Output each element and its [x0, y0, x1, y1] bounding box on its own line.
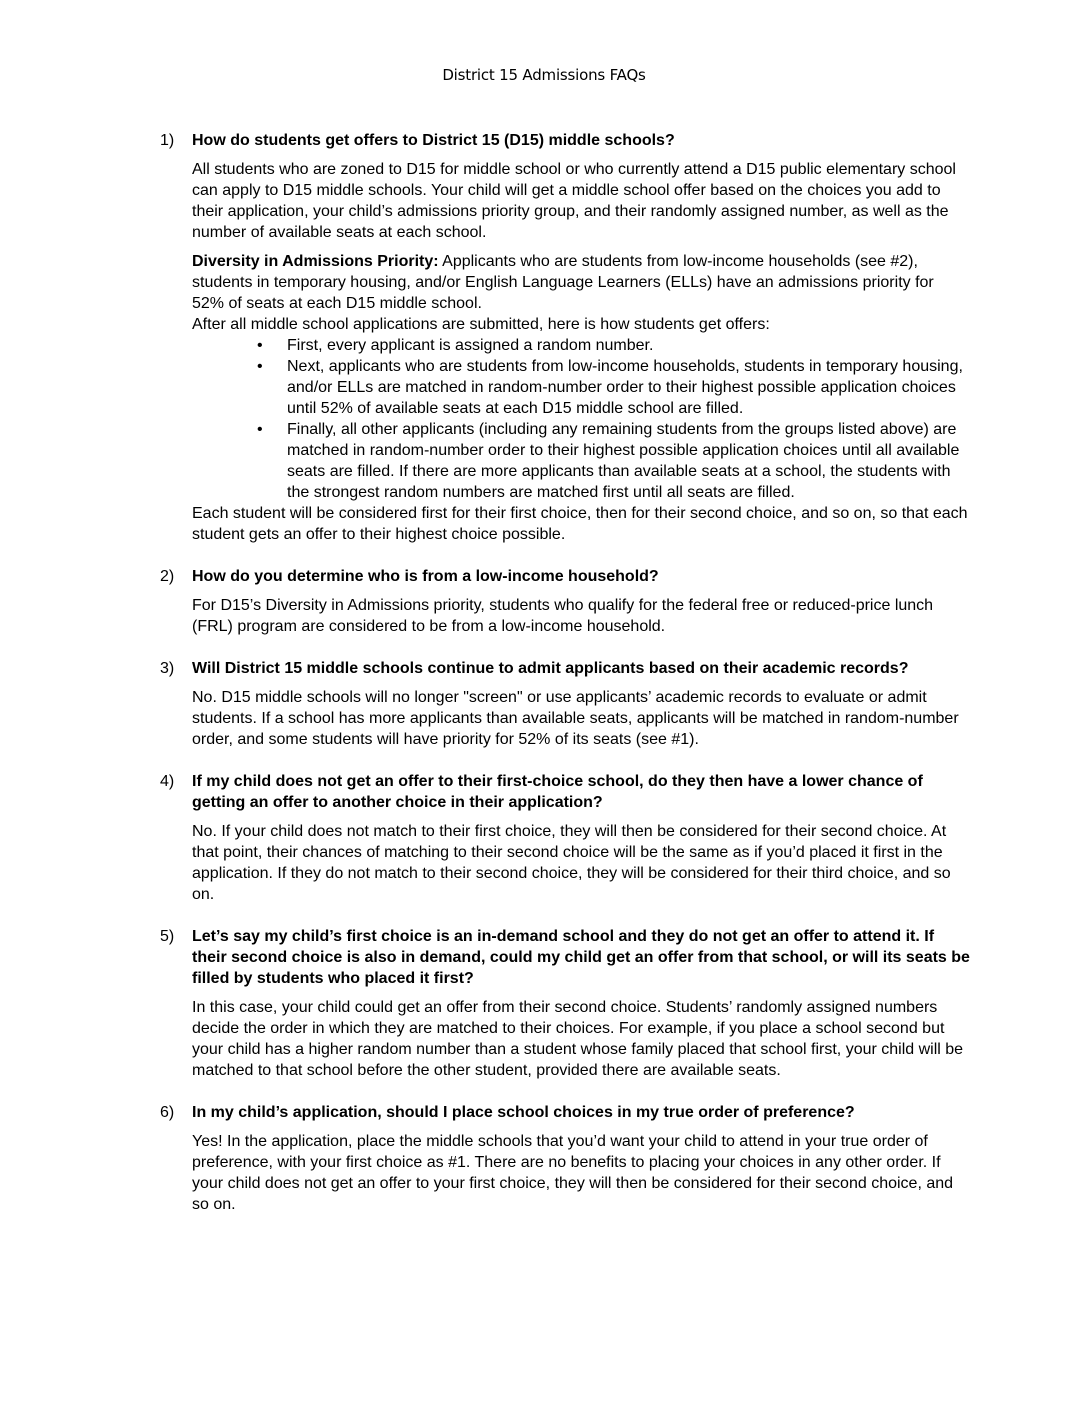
page-title: District 15 Admissions FAQs — [442, 66, 646, 84]
faq-question: Will District 15 middle schools continue to admit applicants based on their academic records? — [192, 660, 909, 677]
offer-steps-list — [192, 335, 970, 503]
faq-answer: Yes! In the application, place the middle schools that you’d want your child to attend in your true order of preference, with your first choice as #1. There are no benefits to placing your choices in any other order. If your child does not get an offer to your first choice, they will then be considered for their second choice, and so on. — [192, 1133, 954, 1213]
list-item-text: Finally, all other applicants (including any remaining students from the groups listed above) are matched in random-number order to their highest possible application choices until all available seats are filled. If there are more applicants than available seats at a school, the students with the strongest random numbers are matched first until all seats are filled. — [287, 421, 960, 501]
priority-paragraph — [192, 251, 970, 314]
faq-answer: In this case, your child could get an offer from their second choice. Students’ randomly assigned numbers decide the order in which they are matched to their choices. For example, if you place a school second but your child has a higher random number than a student whose family placed that school first, your child will be matched to that school before the other student, provided there are available seats. — [192, 999, 964, 1079]
list-item — [257, 419, 970, 503]
bullet-icon: • — [257, 337, 263, 354]
faq-list — [160, 130, 970, 1236]
faq-number: 2) — [160, 568, 175, 585]
list-item-text: Next, applicants who are students from low-income households, students in temporary housing, and/or ELLs are matched in random-number order to their highest possible application choices until 52% of available seats at each D15 middle school are filled. — [287, 358, 963, 417]
faq-number: 6) — [160, 1104, 175, 1121]
faq-number: 4) — [160, 773, 175, 790]
faq-item-3 — [160, 658, 970, 750]
priority-text: Applicants who are students from low-income households (see #2), students in temporary housing, and/or English Language Learners (ELLs) have an admissions priority for 52% of seats at each D15 middle school. — [192, 253, 934, 312]
faq-item-6 — [160, 1102, 970, 1215]
faq-item-4 — [160, 771, 970, 905]
faq-item-2 — [160, 566, 970, 637]
faq-answer: No. D15 middle schools will no longer "screen" or use applicants’ academic records to evaluate or admit students. If a school has more applicants than available seats, applicants will be matched in random-number order, and some students will have priority for 52% of its seats (see #1). — [192, 689, 959, 748]
faq-answer: No. If your child does not match to their first choice, they will then be considered for their second choice. At that point, their chances of matching to their second choice will be the same as if you’d placed it first in the application. If they do not match to their second choice, they will be considered for their third choice, and so on. — [192, 823, 951, 903]
faq-answer: For D15’s Diversity in Admissions priority, students who qualify for the federal free or reduced-price lunch (FRL) program are considered to be from a low-income household. — [192, 597, 934, 635]
faq-item-5 — [160, 926, 970, 1081]
faq-item-1 — [160, 130, 970, 545]
faq-number: 1) — [160, 132, 175, 149]
offers-intro: After all middle school applications are submitted, here is how students get offers: — [192, 316, 770, 333]
faq-answer-paragraph: All students who are zoned to D15 for middle school or who currently attend a D15 public elementary school can apply to D15 middle schools. Your child will get a middle school offer based on the choices you add to their application, your child’s admissions priority group, and their randomly assigned number, as well as the number of available seats at each school. — [192, 161, 956, 241]
list-item — [257, 335, 970, 356]
faq-question: How do you determine who is from a low-income household? — [192, 568, 659, 585]
bullet-icon: • — [257, 421, 263, 438]
list-item-text: First, every applicant is assigned a random number. — [287, 337, 654, 354]
list-item — [257, 356, 970, 419]
faq-question: Let’s say my child’s first choice is an in-demand school and they do not get an offer to attend it. If their second choice is also in demand, could my child get an offer from that school, or will its seats be filled by students who placed it first? — [192, 928, 970, 987]
faq-number: 5) — [160, 928, 175, 945]
faq-question: In my child’s application, should I place school choices in my true order of preference? — [192, 1104, 855, 1121]
faq-number: 3) — [160, 660, 175, 677]
faq-question: How do students get offers to District 15 (D15) middle schools? — [192, 132, 675, 149]
faq-question: If my child does not get an offer to their first-choice school, do they then have a lower chance of getting an offer to another choice in their application? — [192, 773, 923, 811]
bullet-icon: • — [257, 358, 263, 375]
priority-label: Diversity in Admissions Priority: — [192, 253, 439, 270]
faq-answer-closing: Each student will be considered first for their first choice, then for their second choice, and so on, so that each student gets an offer to their highest choice possible. — [192, 505, 968, 543]
